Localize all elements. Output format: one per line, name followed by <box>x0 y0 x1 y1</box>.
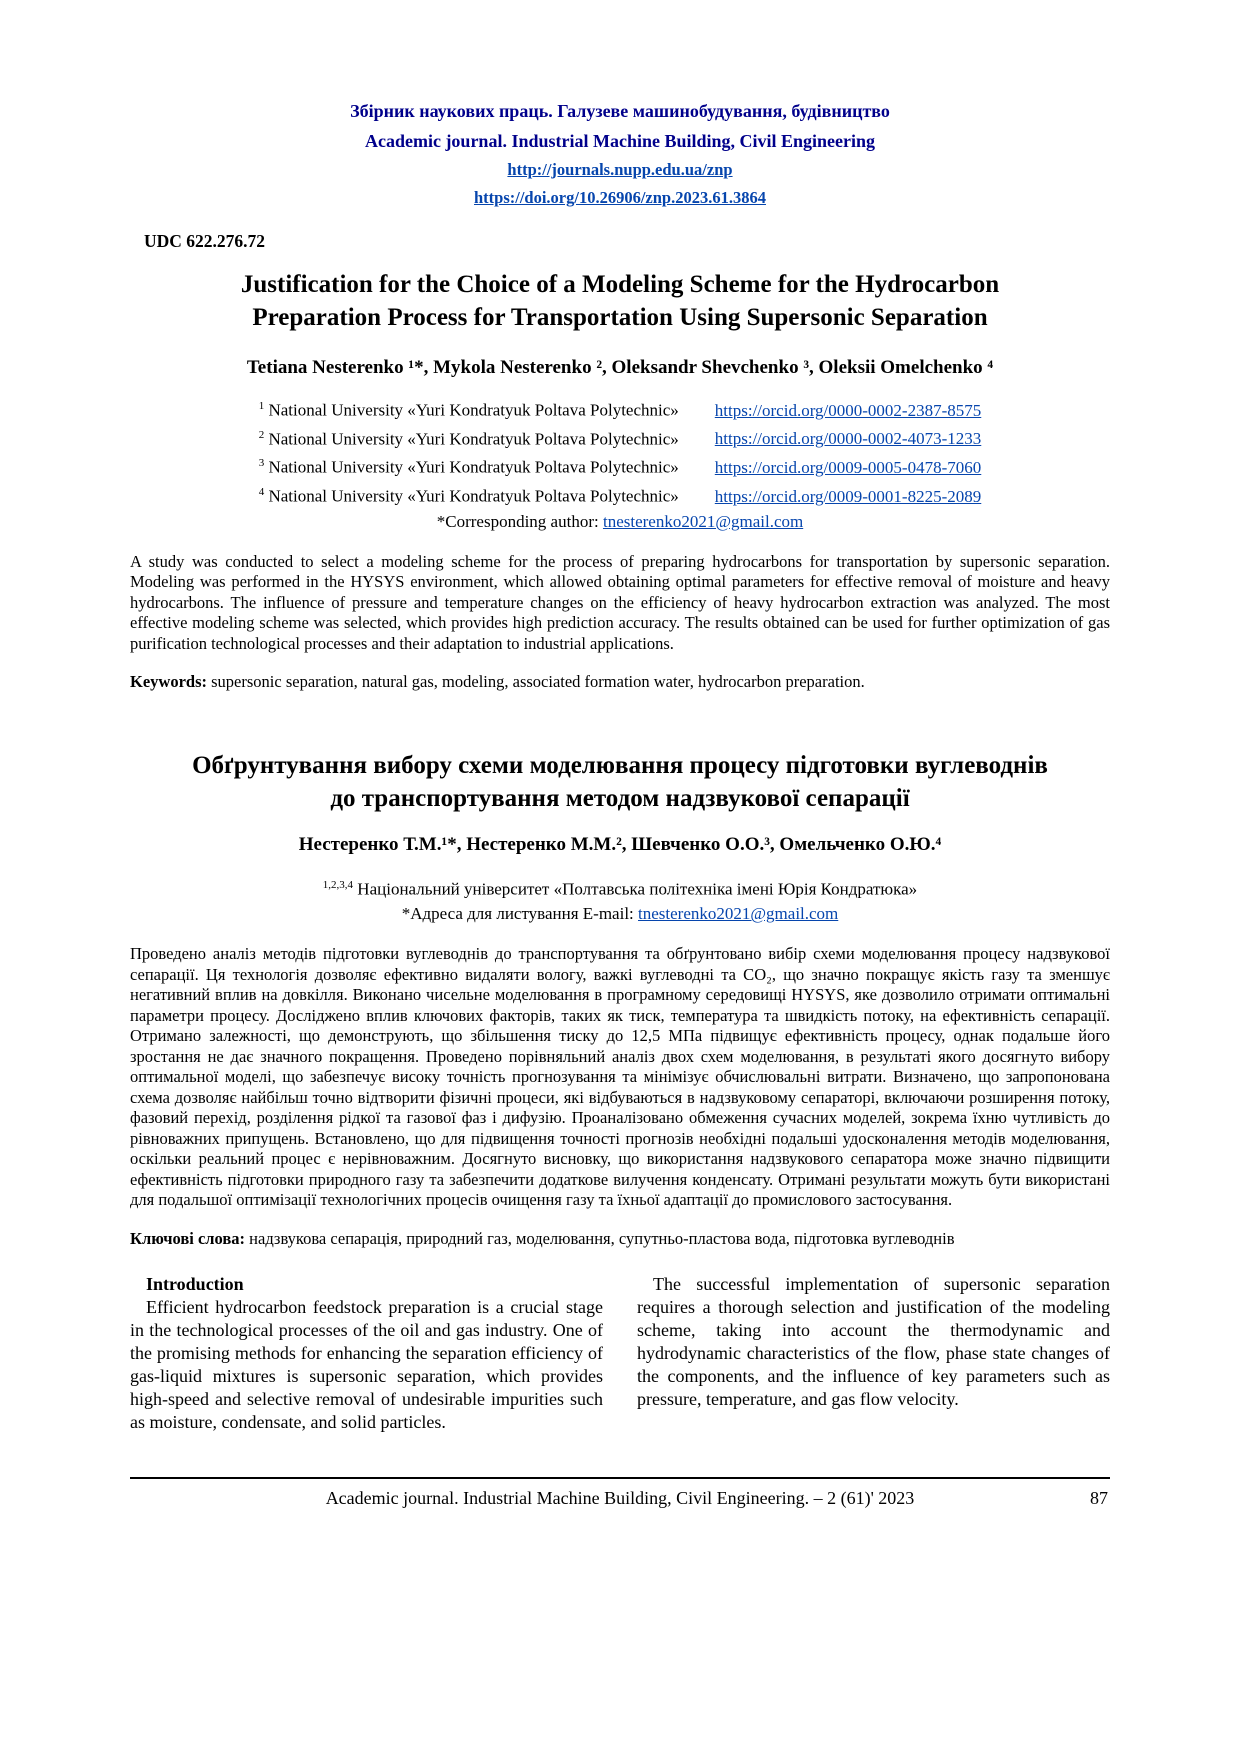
corresponding-label: *Corresponding author: <box>436 511 603 531</box>
affiliation-row <box>130 451 1110 480</box>
orcid-link[interactable]: https://orcid.org/0000-0002-2387-8575 <box>714 400 982 420</box>
affiliation-row <box>130 480 1110 509</box>
keywords-label-en: Keywords: <box>130 672 207 692</box>
orcid-link[interactable]: https://orcid.org/0009-0005-0478-7060 <box>714 457 982 477</box>
authors-line-en: Tetiana Nesterenko ¹*, Mykola Nesterenko ², Oleksandr Shevchenko ³, Oleksii Omelchenko ⁴ <box>246 357 994 378</box>
page-footer <box>130 1477 1110 1509</box>
affiliation-text <box>259 480 679 509</box>
corresponding-email-link[interactable]: tnesterenko2021@gmail.com <box>602 511 804 531</box>
abstract-en: A study was conducted to select a modeling scheme for the process of preparing hydrocarbons for transportation by supersonic separation. Modeling was performed in the HYSYS environment, which allowed obtaining optimal parameters for effective removal of moisture and heavy hydrocarbons. The influence of pressure and temperature changes on the efficiency of heavy hydrocarbon extraction was analyzed. The most effective modeling scheme was selected, which provides high prediction accuracy. The results obtained can be used for further optimization of gas purification technological processes and their adaptation to industrial applications. <box>130 551 1110 653</box>
right-column <box>637 1273 1110 1434</box>
page-number: 87 <box>1090 1488 1108 1508</box>
udc-code: UDC 622.276.72 <box>144 231 266 251</box>
journal-url-link[interactable]: http://journals.nupp.edu.ua/znp <box>507 160 733 179</box>
affiliation-name: National University «Yuri Kondratyuk Poltava Polytechnic» <box>268 486 679 506</box>
affiliation-name: National University «Yuri Kondratyuk Poltava Polytechnic» <box>268 400 679 420</box>
journal-title-english: Academic journal. Industrial Machine Building, Civil Engineering <box>364 131 876 151</box>
affiliation-uk <box>130 873 1110 902</box>
affiliations-block <box>130 394 1110 509</box>
footer-inner <box>130 1479 1110 1509</box>
introduction-paragraph-left: Efficient hydrocarbon feedstock preparation is a crucial stage in the technological processes of the oil and gas industry. One of the promising methods for enhancing the separation efficiency of gas-liquid mixtures is supersonic separation, which provides high-speed and selective removal of undesirable impurities such as moisture, condensate, and solid particles. <box>130 1297 603 1433</box>
doi-link[interactable]: https://doi.org/10.26906/znp.2023.61.3864 <box>474 188 766 207</box>
keywords-label-uk: Ключові слова: <box>130 1228 246 1248</box>
article-title-uk: Обґрунтування вибору схеми моделювання процесу підготовки вуглеводнів до транспортування методом надзвукової сепарації <box>192 751 1048 812</box>
affiliation-numbers-uk: 1,2,3,4 <box>322 878 354 891</box>
corresponding-email-link-uk[interactable]: tnesterenko2021@gmail.com <box>638 904 839 924</box>
journal-url-row <box>130 160 1110 181</box>
affiliation-number: 1 <box>258 400 265 412</box>
affiliation-name: National University «Yuri Kondratyuk Poltava Polytechnic» <box>268 429 679 449</box>
affiliation-name: National University «Yuri Kondratyuk Poltava Polytechnic» <box>268 457 679 477</box>
journal-masthead <box>130 100 1110 209</box>
affiliation-row <box>130 423 1110 452</box>
corresponding-label-uk: *Адреса для листування E-mail: <box>401 904 639 924</box>
affiliation-text <box>259 394 679 423</box>
abstract-uk: Проведено аналіз методів підготовки вуглеводнів до транспортування та обґрунтовано вибір схеми моделювання процесу надзвукової сепарації. Ця технологія дозволяє ефективно видаляти вологу, важкі вуглеводні та CO₂, що значно покращує якість газу та зменшує негативний вплив на довкілля. Виконано чисельне моделювання в програмному середовищі HYSYS, яке дозволило отримати оптимальні параметри процесу. Досліджено вплив ключових факторів, таких як тиск, температура та швидкість потоку, на ефективність сепарації. Отримано залежності, що демонструють, що збільшення тиску до 12,5 МПа підвищує ефективність процесу, однак подальше його зростання не дає значного покращення. Проведено порівняльний аналіз двох схем моделювання, в результаті якого досягнуто вибору оптимальної моделі, що забезпечує високу точність прогнозування та мінімізує обчислювальні витрати. Визначено, що запропонована схема дозволяє найбільш точно відтворити фізичні процеси, які відбуваються в надзвуковому сепараторі, включаючи розширення потоку, фазовий перехід, розділення рідкої та газової фаз і дифузію. Проаналізовано обмеження сучасних моделей, зокрема їхню чутливість до рівноважних припущень. Встановлено, що для підвищення точності прогнозів необхідні подальші удосконалення методів моделювання, оскільки реальний процес є нерівноважним. Досягнуто висновку, що використання надзвукового сепаратора може значно підвищити ефективність підготовки природного газу та забезпечити додаткове вилучення конденсату. Отримані результати можуть бути використані для подальшої оптимізації технологічних процесів очищення газу та їхньої адаптації до промислового застосування. <box>130 944 1110 1210</box>
keywords-text-en: supersonic separation, natural gas, modeling, associated formation water, hydrocarbon preparation. <box>207 672 865 692</box>
affiliation-text <box>259 451 679 480</box>
affiliation-number: 3 <box>258 457 265 470</box>
keywords-text-uk: надзвукова сепарація, природний газ, моделювання, супутньо-пластова вода, підготовка вуглеводнів <box>245 1228 955 1248</box>
affiliation-number: 4 <box>258 485 265 498</box>
keywords-uk <box>130 1229 1110 1250</box>
authors-line-uk: Нестеренко Т.М.¹*, Нестеренко М.М.², Шевченко О.О.³, Омельченко О.Ю.⁴ <box>298 833 942 855</box>
orcid-link[interactable]: https://orcid.org/0009-0001-8225-2089 <box>714 486 982 506</box>
two-column-body <box>130 1273 1110 1434</box>
affiliation-row <box>130 394 1110 423</box>
footer-journal-text: Academic journal. Industrial Machine Building, Civil Engineering. – 2 (61)' 2023 <box>325 1488 915 1508</box>
affiliation-name-uk: Національний університет «Полтавська політехніка імені Юрія Кондратюка» <box>353 879 918 899</box>
article-title-en: Justification for the Choice of a Modeling Scheme for the Hydrocarbon Preparation Process for Transportation Using Supersonic Separation <box>240 271 1000 331</box>
doi-row <box>130 188 1110 209</box>
introduction-heading: Introduction <box>146 1274 244 1295</box>
keywords-en <box>130 672 1110 693</box>
affiliation-number: 2 <box>258 428 265 441</box>
orcid-link[interactable]: https://orcid.org/0000-0002-4073-1233 <box>714 429 982 449</box>
journal-title-ukrainian: Збірник наукових праць. Галузеве машинобудування, будівництво <box>350 101 890 121</box>
introduction-paragraph-right: The successful implementation of supersonic separation requires a thorough selection and justification of the modeling scheme, taking into account the thermodynamic and hydrodynamic characteristics of the flow, phase state changes of the components, and the influence of key parameters such as pressure, temperature, and gas flow velocity. <box>637 1274 1110 1410</box>
affiliation-text <box>259 423 679 452</box>
left-column <box>130 1273 603 1434</box>
corresponding-author-uk <box>130 902 1110 926</box>
corresponding-author-en <box>130 510 1110 534</box>
